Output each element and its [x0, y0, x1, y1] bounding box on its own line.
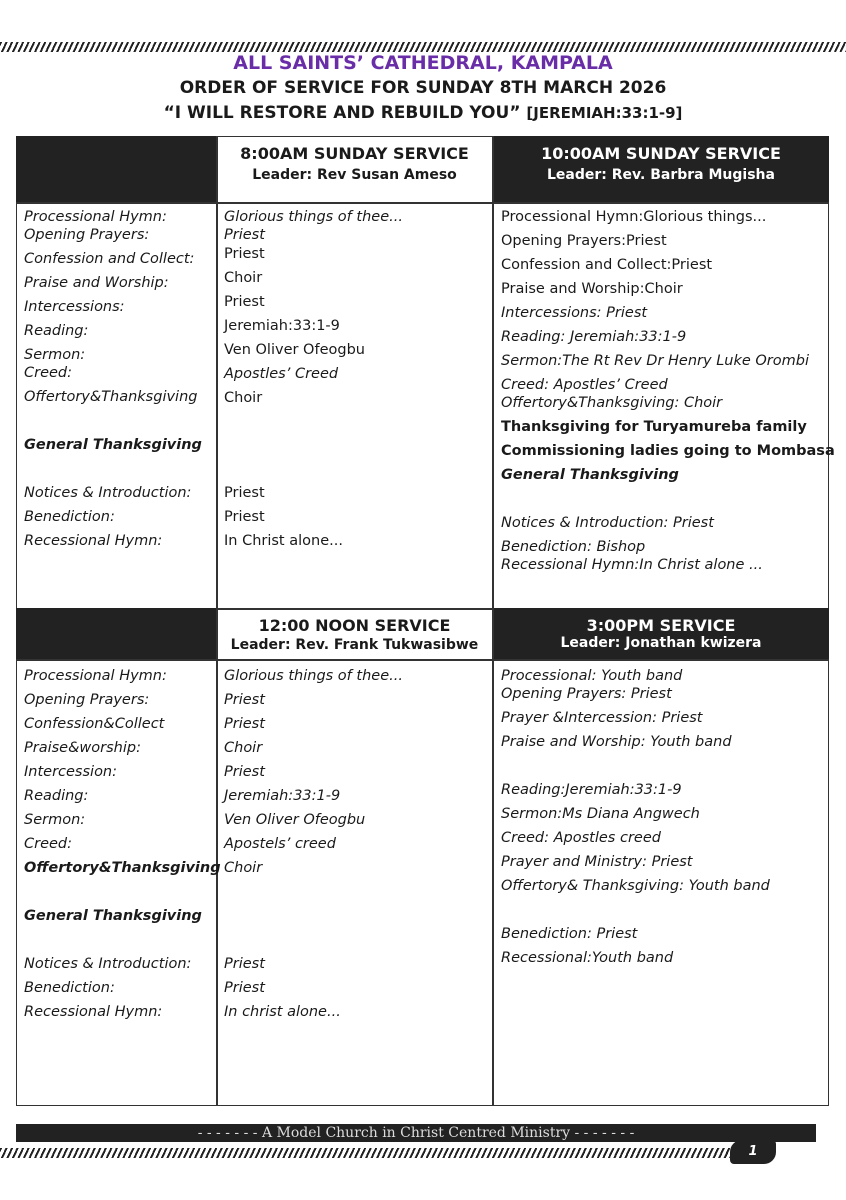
service-10am-leader: Leader: Rev. Barbra Mugisha: [547, 167, 775, 183]
page-number: 1: [730, 1140, 776, 1164]
item-offertory: Choir: [224, 860, 263, 876]
top-hatch-border: [0, 42, 846, 52]
bottom-left-header-fill: [16, 608, 217, 660]
top-header-rule: [16, 202, 829, 204]
item-intercession: Priest: [224, 764, 265, 780]
item-opening: Opening Prayers: Priest: [501, 686, 672, 702]
item-sermon: Ven Oliver Ofeogbu: [224, 812, 366, 828]
item-intercessions: Intercessions: Priest: [501, 305, 648, 321]
label-reading: Reading:: [24, 788, 89, 804]
service-8am-title: 8:00AM SUNDAY SERVICE: [240, 144, 469, 163]
label-intercession: Intercession:: [24, 764, 118, 780]
service-noon-leader: Leader: Rev. Frank Tukwasibwe: [230, 637, 479, 653]
item-confession: Priest: [224, 716, 265, 732]
item-hymn: Processional Hymn:Glorious things...: [501, 209, 767, 225]
item-recessional: In christ alone...: [224, 1004, 341, 1020]
item-general-thanksgiving: General Thanksgiving: [501, 467, 679, 483]
label-reading: Reading:: [24, 323, 89, 339]
label-general-thanksgiving: General Thanksgiving: [24, 908, 202, 924]
label-notices: Notices & Introduction:: [24, 485, 192, 501]
item-recessional: In Christ alone...: [224, 533, 343, 549]
item-notices: Priest: [224, 485, 265, 501]
item-reading: Reading: Jeremiah:33:1-9: [501, 329, 687, 345]
item-praise: Praise and Worship:Choir: [501, 281, 683, 297]
item-benediction: Priest: [224, 509, 265, 525]
item-prayer-ministry: Prayer and Ministry: Priest: [501, 854, 693, 870]
label-praise: Praise and Worship:: [24, 275, 169, 291]
item-sermon: Sermon:The Rt Rev Dr Henry Luke Orombi: [501, 353, 809, 369]
item-prayer-intercession: Prayer &Intercession: Priest: [501, 710, 703, 726]
item-commissioning: Commissioning ladies going to Mombasa: [501, 443, 835, 459]
item-offertory: Choir: [224, 390, 263, 406]
item-creed: Creed: Apostles’ Creed: [501, 377, 668, 393]
label-sermon: Sermon:: [24, 347, 86, 363]
item-recessional: Recessional Hymn:In Christ alone ...: [501, 557, 763, 573]
service-noon-header: [217, 616, 492, 653]
service-10am-header: [493, 144, 829, 183]
label-recessional: Recessional Hymn:: [24, 533, 163, 549]
label-opening-prayers: Opening Prayers:: [24, 227, 150, 243]
item-opening: Priest: [224, 692, 265, 708]
theme-reference: [JEREMIAH:33:1-9]: [526, 104, 683, 122]
item-benediction: Benediction: Priest: [501, 926, 638, 942]
theme-text: “I WILL RESTORE AND REBUILD YOU”: [163, 103, 521, 123]
service-3pm-header: [493, 616, 829, 651]
label-offertory: Offertory&Thanksgiving: [24, 860, 221, 876]
item-sermon: Ven Oliver Ofeogbu: [224, 342, 365, 358]
label-notices: Notices & Introduction:: [24, 956, 192, 972]
item-confession: Confession and Collect:Priest: [501, 257, 713, 273]
service-8am-leader: Leader: Rev Susan Ameso: [252, 167, 457, 183]
label-sermon: Sermon:: [24, 812, 86, 828]
item-reading: Jeremiah:33:1-9: [224, 318, 340, 334]
label-processional-hymn: Processional Hymn:: [24, 668, 167, 684]
label-confession: Confession&Collect: [24, 716, 165, 732]
item-notices: Notices & Introduction: Priest: [501, 515, 714, 531]
label-general-thanksgiving: General Thanksgiving: [24, 437, 202, 453]
bottom-header-rule: [16, 659, 829, 661]
item-creed: Creed: Apostles creed: [501, 830, 661, 846]
label-confession: Confession and Collect:: [24, 251, 195, 267]
item-sermon: Sermon:Ms Diana Angwech: [501, 806, 700, 822]
order-title: ORDER OF SERVICE FOR SUNDAY 8TH MARCH 2026: [179, 78, 667, 98]
item-benediction: Benediction: Bishop: [501, 539, 646, 555]
item-notices: Priest: [224, 956, 265, 972]
label-creed: Creed:: [24, 836, 73, 852]
theme-title: [0, 103, 846, 123]
label-opening-prayers: Opening Prayers:: [24, 692, 150, 708]
top-divider-1: [216, 136, 218, 610]
item-recessional: Recessional:Youth band: [501, 950, 674, 966]
bottom-hatch-border: [0, 1148, 730, 1158]
label-recessional: Recessional Hymn:: [24, 1004, 163, 1020]
label-offertory: Offertory&Thanksgiving: [24, 389, 198, 405]
top-left-header-fill: [16, 136, 217, 203]
item-intercessions: Priest: [224, 294, 265, 310]
item-reading: Reading:Jeremiah:33:1-9: [501, 782, 682, 798]
label-creed: Creed:: [24, 365, 73, 381]
bottom-divider-2: [492, 608, 494, 1106]
label-processional-hymn: Processional Hymn:: [24, 209, 167, 225]
service-8am-header: [217, 144, 492, 183]
item-offertory: Offertory&Thanksgiving: Choir: [501, 395, 723, 411]
item-opening: Opening Prayers:Priest: [501, 233, 667, 249]
item-thanksgiving-family: Thanksgiving for Turyamureba family: [501, 419, 807, 435]
label-benediction: Benediction:: [24, 509, 115, 525]
label-praise: Praise&worship:: [24, 740, 141, 756]
item-processional: Processional: Youth band: [501, 668, 683, 684]
service-10am-title: 10:00AM SUNDAY SERVICE: [541, 144, 781, 163]
item-praise: Choir: [224, 740, 263, 756]
item-creed: Apostels’ creed: [224, 836, 336, 852]
item-reading: Jeremiah:33:1-9: [224, 788, 341, 804]
item-benediction: Priest: [224, 980, 265, 996]
service-3pm-leader: Leader: Jonathan kwizera: [560, 635, 762, 651]
church-title: ALL SAINTS’ CATHEDRAL, KAMPALA: [233, 52, 613, 74]
service-3pm-title: 3:00PM SERVICE: [586, 616, 736, 635]
bottom-divider-1: [216, 608, 218, 1106]
label-benediction: Benediction:: [24, 980, 115, 996]
item-praise: Praise and Worship: Youth band: [501, 734, 732, 750]
item-creed: Apostles’ Creed: [224, 366, 339, 382]
service-noon-title: 12:00 NOON SERVICE: [258, 616, 451, 635]
item-hymn: Glorious things of thee...: [224, 668, 403, 684]
footer-motto: - - - - - - - A Model Church in Christ Centred Ministry - - - - - - -: [16, 1124, 816, 1142]
label-intercessions: Intercessions:: [24, 299, 125, 315]
item-opening: Priest: [224, 227, 265, 243]
item-praise: Choir: [224, 270, 263, 286]
top-divider-2: [492, 136, 494, 610]
item-confession: Priest: [224, 246, 265, 262]
item-offertory: Offertory& Thanksgiving: Youth band: [501, 878, 770, 894]
item-hymn: Glorious things of thee...: [224, 209, 403, 225]
